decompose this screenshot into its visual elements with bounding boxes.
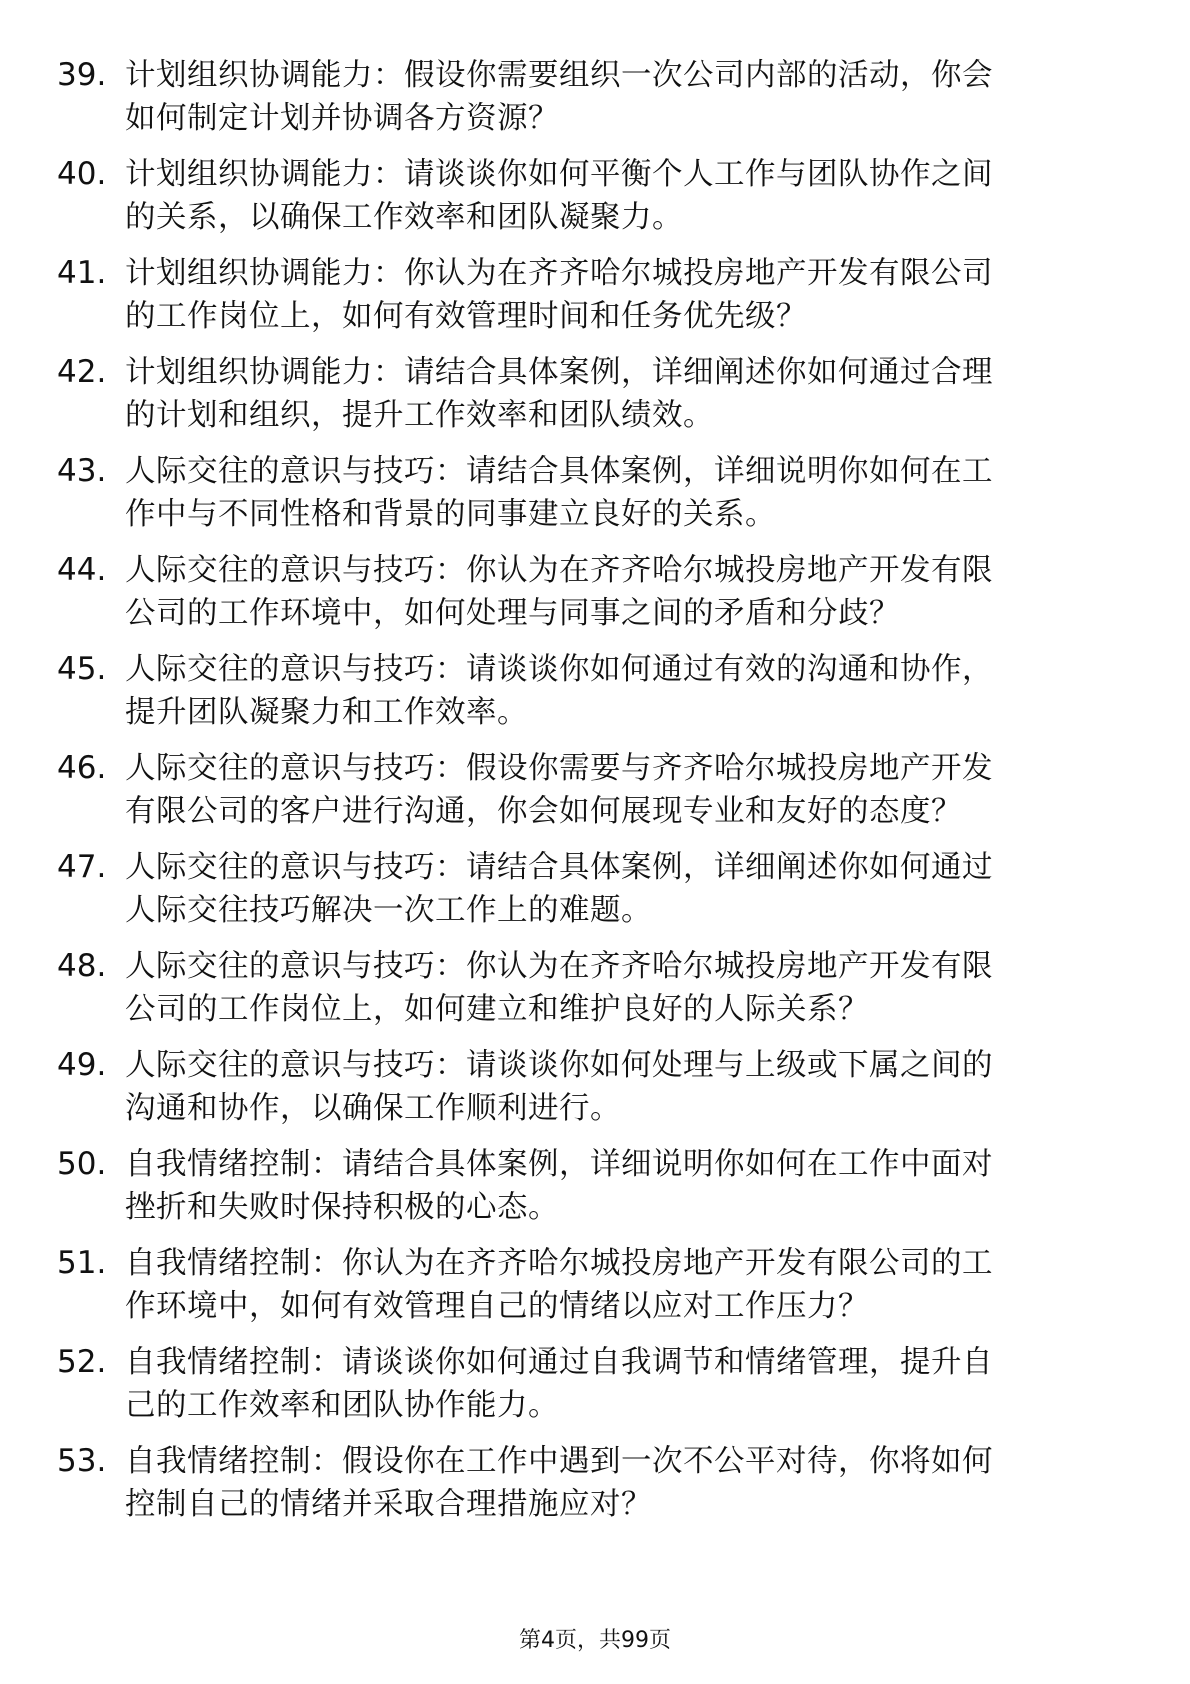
question-text [125, 846, 1125, 932]
question-text-line: 公司的工作岗位上，如何建立和维护良好的人际关系？ [125, 992, 869, 1027]
question-text-line: 计划组织协调能力：请结合具体案例，详细阐述你如何通过合理 [125, 355, 993, 390]
question-number: 39. [57, 57, 107, 93]
question-text-line: 控制自己的情绪并采取合理措施应对？ [125, 1487, 652, 1522]
question-text-line: 的关系，以确保工作效率和团队凝聚力。 [125, 200, 683, 235]
question-text [125, 153, 1125, 239]
question-item-43 [0, 450, 1190, 549]
question-text [125, 1440, 1125, 1526]
question-number: 51. [57, 1245, 107, 1281]
question-number: 49. [57, 1047, 107, 1083]
question-text-line: 自我情绪控制：你认为在齐齐哈尔城投房地产开发有限公司的工 [125, 1246, 993, 1281]
question-text-line: 挫折和失败时保持积极的心态。 [125, 1190, 559, 1225]
question-item-48 [0, 945, 1190, 1044]
question-item-51 [0, 1242, 1190, 1341]
watermark: ​ [119, 788, 267, 999]
question-text [125, 648, 1125, 734]
question-number: 41. [57, 255, 107, 291]
question-text-line: 有限公司的客户进行沟通，你会如何展现专业和友好的态度？ [125, 794, 962, 829]
page-indicator: 第4页，共99页 [519, 1628, 671, 1653]
question-text [125, 1044, 1125, 1130]
question-number: 43. [57, 453, 107, 489]
question-number: 52. [57, 1344, 107, 1380]
question-text-line: 公司的工作环境中，如何处理与同事之间的矛盾和分歧？ [125, 596, 900, 631]
question-text-line: 自我情绪控制：请谈谈你如何通过自我调节和情绪管理，提升自 [125, 1345, 993, 1380]
question-text-line: 的计划和组织，提升工作效率和团队绩效。 [125, 398, 714, 433]
question-number: 47. [57, 849, 107, 885]
question-item-52 [0, 1341, 1190, 1440]
question-text-line: 己的工作效率和团队协作能力。 [125, 1388, 559, 1423]
question-number: 44. [57, 552, 107, 588]
question-text-line: 的工作岗位上，如何有效管理时间和任务优先级？ [125, 299, 807, 334]
question-text-line: 作环境中，如何有效管理自己的情绪以应对工作压力？ [125, 1289, 869, 1324]
question-item-49 [0, 1044, 1190, 1143]
question-text-line: 计划组织协调能力：假设你需要组织一次公司内部的活动，你会 [125, 58, 993, 93]
question-item-44 [0, 549, 1190, 648]
question-text [125, 54, 1125, 140]
question-number: 50. [57, 1146, 107, 1182]
question-text-line: 人际交往的意识与技巧：假设你需要与齐齐哈尔城投房地产开发 [125, 751, 993, 786]
question-text-line: 人际交往的意识与技巧：请谈谈你如何处理与上级或下属之间的 [125, 1048, 993, 1083]
question-list [0, 54, 1190, 1539]
question-text-line: 计划组织协调能力：你认为在齐齐哈尔城投房地产开发有限公司 [125, 256, 993, 291]
question-number: 40. [57, 156, 107, 192]
question-item-47 [0, 846, 1190, 945]
question-item-46 [0, 747, 1190, 846]
question-text-line: 提升团队凝聚力和工作效率。 [125, 695, 528, 730]
question-item-42 [0, 351, 1190, 450]
question-number: 45. [57, 651, 107, 687]
question-text-line: 自我情绪控制：假设你在工作中遇到一次不公平对待，你将如何 [125, 1444, 993, 1479]
question-text [125, 1242, 1125, 1328]
question-text [125, 945, 1125, 1031]
question-text-line: 人际交往技巧解决一次工作上的难题。 [125, 893, 652, 928]
question-text-line: 作中与不同性格和背景的同事建立良好的关系。 [125, 497, 776, 532]
question-number: 42. [57, 354, 107, 390]
question-number: 53. [57, 1443, 107, 1479]
question-text [125, 351, 1125, 437]
question-text [125, 1143, 1125, 1229]
question-text-line: 计划组织协调能力：请谈谈你如何平衡个人工作与团队协作之间 [125, 157, 993, 192]
question-text [125, 1341, 1125, 1427]
question-text-line: 人际交往的意识与技巧：请谈谈你如何通过有效的沟通和协作， [125, 652, 993, 687]
question-text-line: 人际交往的意识与技巧：你认为在齐齐哈尔城投房地产开发有限 [125, 949, 993, 984]
question-text-line: 如何制定计划并协调各方资源？ [125, 101, 559, 136]
question-text-line: 人际交往的意识与技巧：你认为在齐齐哈尔城投房地产开发有限 [125, 553, 993, 588]
question-item-41 [0, 252, 1190, 351]
question-item-45 [0, 648, 1190, 747]
question-text [125, 252, 1125, 338]
question-item-40 [0, 153, 1190, 252]
question-text-line: 自我情绪控制：请结合具体案例，详细说明你如何在工作中面对 [125, 1147, 993, 1182]
question-text [125, 549, 1125, 635]
question-text-line: 人际交往的意识与技巧：请结合具体案例，详细阐述你如何通过 [125, 850, 993, 885]
question-item-39 [0, 54, 1190, 153]
question-text-line: 沟通和协作，以确保工作顺利进行。 [125, 1091, 621, 1126]
question-item-50 [0, 1143, 1190, 1242]
question-item-53 [0, 1440, 1190, 1539]
question-number: 48. [57, 948, 107, 984]
question-number: 46. [57, 750, 107, 786]
question-text-line: 人际交往的意识与技巧：请结合具体案例，详细说明你如何在工 [125, 454, 993, 489]
question-text [125, 450, 1125, 536]
question-text [125, 747, 1125, 833]
